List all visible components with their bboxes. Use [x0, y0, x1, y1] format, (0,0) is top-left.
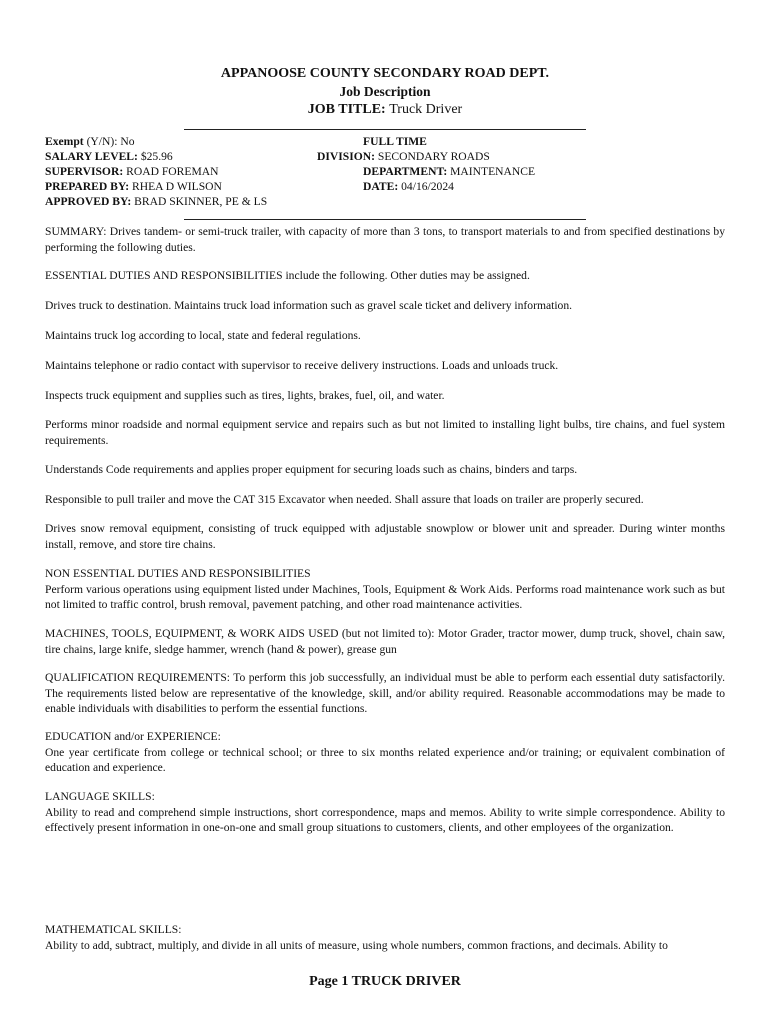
division-field	[317, 150, 490, 163]
full-time-field	[363, 135, 427, 148]
division-label: DIVISION:	[317, 150, 375, 163]
department-label: DEPARTMENT:	[363, 165, 448, 178]
prepared-by-label: PREPARED BY:	[45, 180, 130, 193]
math-section	[45, 922, 725, 953]
duty-item: Performs minor roadside and normal equipment service and repairs such as but not limited to installing light bulbs, tire chains, and fuel system requirements.	[45, 418, 725, 447]
duty-item: Understands Code requirements and applies proper equipment for securing loads such as chains, binders and tarps.	[45, 463, 578, 476]
qualification-paragraph: QUALIFICATION REQUIREMENTS: To perform this job successfully, an individual must be able to perform each essential duty satisfactorily. The requirements listed below are representative of the knowledge, skill, and/or ability required. Reasonable accommodations may be made to enable individuals with disabilities to perform the essential functions.	[45, 671, 725, 715]
machines-paragraph: MACHINES, TOOLS, EQUIPMENT, & WORK AIDS USED (but not limited to): Motor Grader, tractor mower, dump truck, shovel, chain saw, tire chains, large knife, sledge hammer, wrench (hand & power), grease gun	[45, 627, 725, 656]
non-essential-text: Perform various operations using equipment listed under Machines, Tools, Equipment & Work Aids. Performs road maintenance work such as but not limited to traffic control, brush removal, pavement patching, and other road maintenance activities.	[45, 582, 725, 611]
prepared-by-field	[45, 180, 222, 193]
non-essential-title: NON ESSENTIAL DUTIES AND RESPONSIBILITIES	[45, 567, 311, 580]
date-field	[363, 180, 454, 193]
header-divider	[184, 129, 586, 130]
education-title: EDUCATION and/or EXPERIENCE:	[45, 730, 221, 743]
supervisor-value: ROAD FOREMAN	[126, 165, 219, 178]
duty-item: Drives snow removal equipment, consisting of truck equipped with adjustable snowplow or blower unit and spreader. During winter months install, remove, and store tire chains.	[45, 522, 725, 551]
approved-by-field	[45, 195, 267, 208]
full-time-label: FULL TIME	[363, 135, 427, 148]
approved-by-label: APPROVED BY:	[45, 195, 132, 208]
duty-item: Responsible to pull trailer and move the CAT 315 Excavator when needed. Shall assure that loads on trailer are properly secured.	[45, 493, 644, 506]
duty-item: Drives truck to destination. Maintains truck load information such as gravel scale ticket and delivery information.	[45, 299, 573, 312]
duty-item: Maintains truck log according to local, state and federal regulations.	[45, 329, 361, 342]
approved-by-value: BRAD SKINNER, PE & LS	[134, 195, 268, 208]
page-footer: Page 1 TRUCK DRIVER	[309, 974, 461, 989]
department-heading: APPANOOSE COUNTY SECONDARY ROAD DEPT.	[220, 66, 550, 81]
division-value: SECONDARY ROADS	[377, 150, 490, 163]
exempt-value: (Y/N): No	[86, 135, 135, 148]
language-title: LANGUAGE SKILLS:	[45, 790, 155, 803]
salary-field	[45, 150, 173, 163]
education-text: One year certificate from college or technical school; or three to six months related experience and/or training; or equivalent combination of education and experience.	[45, 745, 725, 774]
math-title: MATHEMATICAL SKILLS:	[45, 923, 182, 936]
language-text: Ability to read and comprehend simple instructions, short correspondence, maps and memos. Ability to write simple correspondence. Ability to effectively present information in one-on-one and small group situations to customers, clients, and other employees of the organization.	[45, 805, 725, 834]
non-essential-section	[45, 566, 725, 613]
job-title-value: Truck Driver	[389, 102, 463, 117]
exempt-field	[45, 135, 135, 148]
summary-paragraph: SUMMARY: Drives tandem- or semi-truck trailer, with capacity of more than 3 tons, to transport materials to and from specified destinations by performing the following duties.	[45, 225, 725, 254]
salary-value: $25.96	[140, 150, 173, 163]
language-section	[45, 789, 725, 836]
salary-label: SALARY LEVEL:	[45, 150, 138, 163]
department-value: MAINTENANCE	[450, 165, 536, 178]
prepared-by-value: RHEA D WILSON	[131, 180, 222, 193]
date-value: 04/16/2024	[401, 180, 454, 193]
supervisor-label: SUPERVISOR:	[45, 165, 124, 178]
supervisor-field	[45, 165, 219, 178]
fields-divider	[184, 219, 586, 220]
essential-duties-intro: ESSENTIAL DUTIES AND RESPONSIBILITIES include the following. Other duties may be assigned.	[45, 269, 530, 282]
education-section	[45, 729, 725, 776]
document-type-heading: Job Description	[339, 84, 431, 99]
department-field	[363, 165, 535, 178]
date-label: DATE:	[363, 180, 399, 193]
job-title-heading	[0, 102, 770, 118]
exempt-label: Exempt	[45, 135, 84, 148]
math-text: Ability to add, subtract, multiply, and divide in all units of measure, using whole numbers, common fractions, and decimals. Ability to	[45, 938, 668, 952]
job-title-label: JOB TITLE:	[307, 102, 386, 117]
duty-item: Maintains telephone or radio contact with supervisor to receive delivery instructions. Loads and unloads truck.	[45, 359, 559, 372]
duty-item: Inspects truck equipment and supplies such as tires, lights, brakes, fuel, oil, and water.	[45, 389, 445, 402]
